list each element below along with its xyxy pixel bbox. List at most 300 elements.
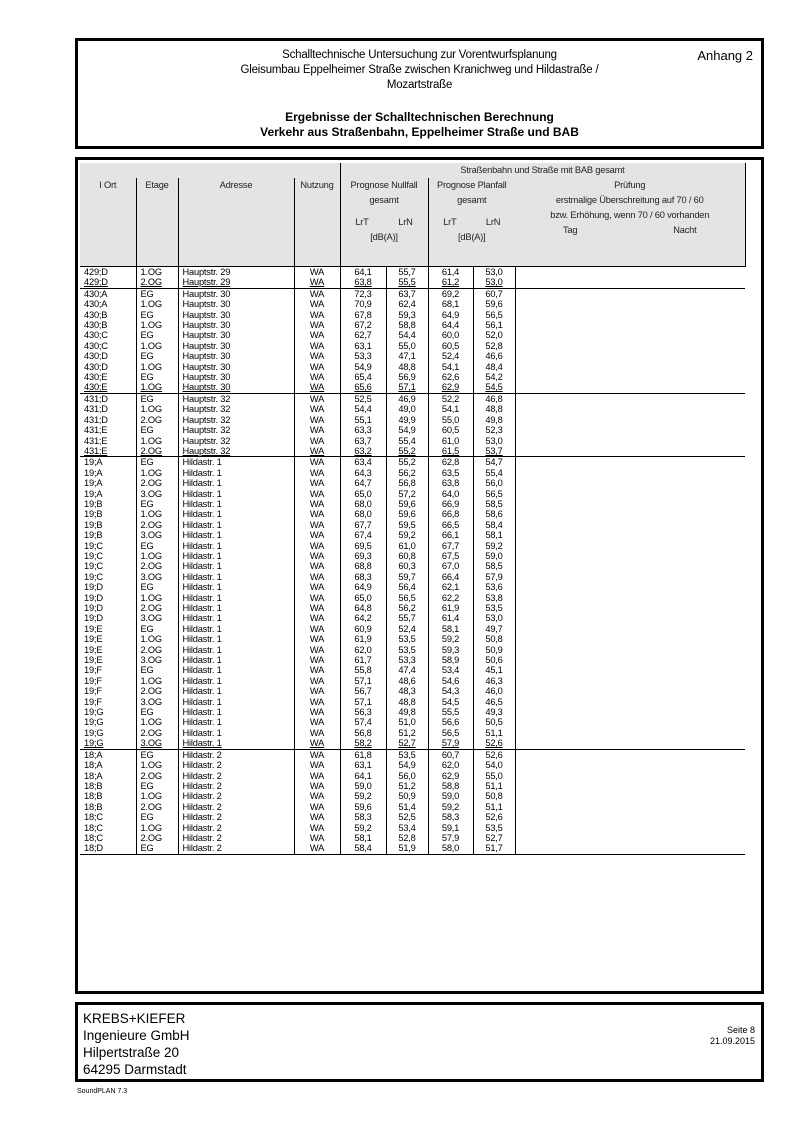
- cell-nutzung: WA: [294, 572, 340, 582]
- cell-plan-lrn: 58,4: [473, 520, 515, 530]
- cell-null-lrn: 56,9: [386, 372, 428, 382]
- cell-plan-lrt: 61,0: [428, 436, 473, 446]
- cell-null-lrt: 68,3: [340, 572, 386, 582]
- cell-null-lrn: 59,6: [386, 499, 428, 509]
- cell-null-lrn: 49,9: [386, 415, 428, 425]
- cell-plan-lrn: 52,7: [473, 833, 515, 843]
- cell-plan-lrt: 68,1: [428, 299, 473, 309]
- cell-plan-lrt: 66,1: [428, 530, 473, 540]
- cell-adresse: Hauptstr. 30: [178, 330, 294, 340]
- cell-nutzung: WA: [294, 404, 340, 414]
- cell-etage: EG: [136, 351, 178, 361]
- cell-null-lrt: 65,0: [340, 593, 386, 603]
- cell-etage: 3.OG: [136, 697, 178, 707]
- cell-nutzung: WA: [294, 299, 340, 309]
- cell-adresse: Hildastr. 1: [178, 655, 294, 665]
- company-address: [83, 1010, 190, 1078]
- cell-plan-lrt: 58,1: [428, 624, 473, 634]
- cell-plan-lrn: 59,0: [473, 551, 515, 561]
- cell-null-lrt: 56,8: [340, 728, 386, 738]
- cell-plan-lrt: 66,9: [428, 499, 473, 509]
- cell-nutzung: WA: [294, 624, 340, 634]
- cell-null-lrn: 51,0: [386, 717, 428, 727]
- cell-ort: 19;B: [84, 519, 103, 530]
- cell-pruefung: [515, 267, 745, 289]
- cell-adresse: Hauptstr. 30: [178, 310, 294, 320]
- cell-null-lrn: 50,9: [386, 791, 428, 801]
- cell-adresse: Hildastr. 1: [178, 613, 294, 623]
- cell-plan-lrn: 59,6: [473, 299, 515, 309]
- cell-adresse: Hauptstr. 32: [178, 446, 294, 457]
- cell-ort: 19;A: [84, 478, 103, 489]
- document-header: [75, 38, 764, 149]
- annex-label: Anhang 2: [697, 48, 753, 63]
- cell-adresse: Hildastr. 1: [178, 499, 294, 509]
- cell-null-lrn: 56,2: [386, 468, 428, 478]
- software-label: SoundPLAN 7.3: [77, 1088, 128, 1095]
- cell-null-lrn: 52,7: [386, 738, 428, 749]
- cell-plan-lrn: 52,8: [473, 341, 515, 351]
- cell-ort: 19;E: [84, 655, 103, 666]
- cell-plan-lrt: 61,5: [428, 446, 473, 457]
- cell-etage: 2.OG: [136, 520, 178, 530]
- cell-ort: 430;B: [84, 320, 108, 331]
- cell-adresse: Hildastr. 1: [178, 551, 294, 561]
- cell-etage: 1.OG: [136, 362, 178, 372]
- cell-adresse: Hildastr. 1: [178, 582, 294, 592]
- cell-nutzung: WA: [294, 582, 340, 592]
- col-planfall: Prognose Planfall gesamt LrT LrN [dB(A)]: [428, 178, 515, 267]
- title-line: Gleisumbau Eppelheimer Straße zwischen Kranichweg und Hildastraße /: [240, 64, 599, 76]
- cell-plan-lrn: 56,0: [473, 478, 515, 488]
- company-street: Hilpertstraße 20: [83, 1045, 180, 1060]
- cell-null-lrt: 56,3: [340, 707, 386, 717]
- cell-etage: 1.OG: [136, 299, 178, 309]
- cell-etage: EG: [136, 812, 178, 822]
- cell-nutzung: WA: [294, 717, 340, 727]
- cell-null-lrt: 65,6: [340, 382, 386, 393]
- cell-plan-lrn: 56,5: [473, 489, 515, 499]
- cell-ort: 19;E: [84, 644, 103, 655]
- cell-plan-lrn: 50,5: [473, 717, 515, 727]
- col-ort: I Ort: [80, 178, 136, 267]
- table-end: [80, 854, 745, 856]
- cell-null-lrn: 46,9: [386, 393, 428, 404]
- cell-adresse: Hildastr. 1: [178, 738, 294, 749]
- cell-plan-lrt: 62,1: [428, 582, 473, 592]
- cell-adresse: Hildastr. 1: [178, 717, 294, 727]
- cell-adresse: Hildastr. 2: [178, 749, 294, 760]
- cell-null-lrn: 51,4: [386, 802, 428, 812]
- cell-nutzung: WA: [294, 436, 340, 446]
- cell-ort: 18;A: [84, 770, 103, 781]
- cell-nutzung: WA: [294, 781, 340, 791]
- cell-plan-lrn: 60,7: [473, 288, 515, 299]
- cell-plan-lrn: 58,5: [473, 499, 515, 509]
- cell-null-lrn: 57,2: [386, 489, 428, 499]
- cell-nutzung: WA: [294, 351, 340, 361]
- cell-null-lrn: 56,2: [386, 603, 428, 613]
- cell-plan-lrt: 54,6: [428, 676, 473, 686]
- cell-null-lrn: 55,4: [386, 436, 428, 446]
- cell-null-lrt: 55,8: [340, 665, 386, 675]
- cell-null-lrn: 51,2: [386, 781, 428, 791]
- cell-null-lrt: 64,2: [340, 613, 386, 623]
- cell-adresse: Hildastr. 1: [178, 665, 294, 675]
- cell-adresse: Hauptstr. 32: [178, 415, 294, 425]
- cell-plan-lrt: 57,9: [428, 738, 473, 749]
- cell-null-lrn: 59,6: [386, 509, 428, 519]
- cell-plan-lrt: 62,6: [428, 372, 473, 382]
- cell-null-lrt: 64,1: [340, 771, 386, 781]
- cell-ort: 430;D: [84, 361, 108, 372]
- cell-null-lrt: 58,3: [340, 812, 386, 822]
- col-etage: Etage: [136, 178, 178, 267]
- cell-null-lrt: 65,4: [340, 372, 386, 382]
- cell-plan-lrn: 46,6: [473, 351, 515, 361]
- cell-etage: 2.OG: [136, 603, 178, 613]
- cell-etage: 2.OG: [136, 446, 178, 457]
- cell-ort: 18;D: [84, 843, 103, 854]
- cell-etage: EG: [136, 582, 178, 592]
- results-table-frame: [75, 157, 764, 994]
- cell-plan-lrn: 48,4: [473, 362, 515, 372]
- cell-ort: 431;E: [84, 445, 108, 456]
- cell-null-lrt: 68,0: [340, 509, 386, 519]
- cell-null-lrn: 56,8: [386, 478, 428, 488]
- cell-ort: 19;C: [84, 561, 103, 572]
- cell-etage: 1.OG: [136, 436, 178, 446]
- cell-ort: 19;F: [84, 665, 102, 676]
- report-title: [78, 48, 761, 93]
- cell-ort: 430;B: [84, 309, 108, 320]
- cell-plan-lrn: 49,7: [473, 624, 515, 634]
- cell-ort: 18;C: [84, 832, 103, 843]
- cell-ort: 19;A: [80, 457, 136, 468]
- cell-null-lrt: 62,7: [340, 330, 386, 340]
- results-table: [80, 163, 746, 856]
- cell-plan-lrn: 48,8: [473, 404, 515, 414]
- cell-adresse: Hildastr. 2: [178, 823, 294, 833]
- cell-null-lrt: 61,7: [340, 655, 386, 665]
- cell-etage: EG: [136, 288, 178, 299]
- cell-null-lrn: 48,8: [386, 697, 428, 707]
- cell-adresse: Hildastr. 2: [178, 791, 294, 801]
- cell-etage: EG: [136, 843, 178, 854]
- cell-etage: 1.OG: [136, 404, 178, 414]
- cell-etage: 2.OG: [136, 771, 178, 781]
- cell-etage: 1.OG: [136, 791, 178, 801]
- cell-nutzung: WA: [294, 665, 340, 675]
- cell-adresse: Hildastr. 1: [178, 572, 294, 582]
- cell-etage: 1.OG: [136, 676, 178, 686]
- cell-null-lrn: 53,4: [386, 823, 428, 833]
- cell-plan-lrt: 54,3: [428, 686, 473, 696]
- cell-ort: 19;G: [84, 717, 104, 728]
- cell-null-lrn: 52,4: [386, 624, 428, 634]
- cell-ort: 429;D: [80, 267, 136, 278]
- group-header: Straßenbahn und Straße mit BAB gesamt: [340, 163, 745, 178]
- cell-etage: EG: [136, 707, 178, 717]
- cell-nutzung: WA: [294, 843, 340, 854]
- cell-etage: 1.OG: [136, 468, 178, 478]
- cell-null-lrn: 52,5: [386, 812, 428, 822]
- cell-nutzung: WA: [294, 362, 340, 372]
- cell-plan-lrn: 53,0: [473, 277, 515, 288]
- cell-adresse: Hauptstr. 30: [178, 299, 294, 309]
- cell-etage: 1.OG: [136, 551, 178, 561]
- cell-ort: 19;C: [84, 540, 103, 551]
- cell-etage: 1.OG: [136, 320, 178, 330]
- cell-plan-lrt: 61,4: [428, 613, 473, 623]
- cell-nutzung: WA: [294, 277, 340, 288]
- cell-null-lrt: 59,2: [340, 823, 386, 833]
- cell-nutzung: WA: [294, 415, 340, 425]
- cell-nutzung: WA: [294, 393, 340, 404]
- cell-plan-lrt: 63,8: [428, 478, 473, 488]
- cell-plan-lrt: 59,2: [428, 802, 473, 812]
- cell-plan-lrt: 60,7: [428, 749, 473, 760]
- cell-null-lrt: 57,4: [340, 717, 386, 727]
- cell-plan-lrt: 59,1: [428, 823, 473, 833]
- cell-etage: 1.OG: [136, 341, 178, 351]
- cell-adresse: Hildastr. 1: [178, 728, 294, 738]
- cell-plan-lrt: 58,9: [428, 655, 473, 665]
- cell-null-lrt: 64,1: [340, 267, 386, 278]
- cell-plan-lrt: 64,4: [428, 320, 473, 330]
- table-row: [80, 457, 745, 468]
- cell-nutzung: WA: [294, 425, 340, 435]
- cell-null-lrn: 52,8: [386, 833, 428, 843]
- subtitle-line: Verkehr aus Straßenbahn, Eppelheimer Straße und BAB: [260, 125, 579, 139]
- cell-nutzung: WA: [294, 728, 340, 738]
- cell-ort: 430;C: [84, 340, 108, 351]
- cell-null-lrt: 58,1: [340, 833, 386, 843]
- cell-null-lrn: 61,0: [386, 541, 428, 551]
- cell-plan-lrn: 56,5: [473, 310, 515, 320]
- cell-ort: 19;F: [84, 696, 102, 707]
- cell-null-lrt: 61,8: [340, 749, 386, 760]
- subtitle-line: Ergebnisse der Schalltechnischen Berechnung: [285, 110, 554, 124]
- cell-null-lrt: 70,9: [340, 299, 386, 309]
- cell-plan-lrt: 61,4: [428, 267, 473, 278]
- cell-null-lrt: 54,4: [340, 404, 386, 414]
- cell-plan-lrt: 58,8: [428, 781, 473, 791]
- company-city: 64295 Darmstadt: [83, 1062, 187, 1077]
- cell-null-lrt: 68,8: [340, 561, 386, 571]
- cell-etage: 3.OG: [136, 655, 178, 665]
- cell-etage: EG: [136, 330, 178, 340]
- cell-null-lrn: 53,5: [386, 634, 428, 644]
- cell-plan-lrn: 53,5: [473, 603, 515, 613]
- cell-etage: EG: [136, 393, 178, 404]
- cell-plan-lrn: 49,3: [473, 707, 515, 717]
- cell-adresse: Hildastr. 2: [178, 833, 294, 843]
- cell-adresse: Hildastr. 1: [178, 478, 294, 488]
- cell-plan-lrn: 58,6: [473, 509, 515, 519]
- cell-adresse: Hauptstr. 30: [178, 362, 294, 372]
- cell-nutzung: WA: [294, 551, 340, 561]
- cell-nutzung: WA: [294, 288, 340, 299]
- cell-nutzung: WA: [294, 593, 340, 603]
- cell-ort: 19;D: [84, 582, 103, 593]
- page-number: Seite 8: [726, 1025, 755, 1035]
- cell-null-lrt: 59,6: [340, 802, 386, 812]
- cell-null-lrt: 52,5: [340, 393, 386, 404]
- cell-adresse: Hauptstr. 32: [178, 436, 294, 446]
- cell-plan-lrn: 55,4: [473, 468, 515, 478]
- cell-etage: 2.OG: [136, 645, 178, 655]
- cell-plan-lrt: 55,0: [428, 415, 473, 425]
- cell-nutzung: WA: [294, 310, 340, 320]
- cell-null-lrt: 63,8: [340, 277, 386, 288]
- cell-ort: 19;D: [84, 603, 103, 613]
- cell-plan-lrt: 60,5: [428, 341, 473, 351]
- cell-adresse: Hauptstr. 32: [178, 404, 294, 414]
- cell-nutzung: WA: [294, 499, 340, 509]
- cell-plan-lrt: 62,9: [428, 771, 473, 781]
- cell-pruefung: [515, 288, 745, 393]
- cell-null-lrt: 68,0: [340, 499, 386, 509]
- cell-etage: 1.OG: [136, 634, 178, 644]
- cell-etage: 2.OG: [136, 802, 178, 812]
- cell-null-lrt: 59,0: [340, 781, 386, 791]
- cell-null-lrn: 55,5: [386, 277, 428, 288]
- cell-ort: 19;G: [84, 738, 104, 749]
- col-pruefung: Prüfung erstmalige Überschreitung auf 70 / 60 bzw. Erhöhung, wenn 70 / 60 vorhanden Tag Nacht: [515, 178, 745, 267]
- cell-plan-lrn: 54,7: [473, 457, 515, 468]
- cell-null-lrn: 60,8: [386, 551, 428, 561]
- report-subtitle: [78, 110, 761, 140]
- cell-adresse: Hildastr. 1: [178, 593, 294, 603]
- cell-ort: 19;F: [84, 686, 102, 697]
- cell-ort: 19;A: [84, 467, 103, 478]
- cell-null-lrt: 63,2: [340, 446, 386, 457]
- cell-null-lrn: 55,2: [386, 457, 428, 468]
- cell-null-lrn: 47,1: [386, 351, 428, 361]
- company-name: KREBS+KIEFER: [83, 1011, 186, 1026]
- cell-nutzung: WA: [294, 457, 340, 468]
- cell-plan-lrt: 66,8: [428, 509, 473, 519]
- cell-nutzung: WA: [294, 541, 340, 551]
- cell-plan-lrt: 52,4: [428, 351, 473, 361]
- cell-plan-lrn: 53,5: [473, 823, 515, 833]
- cell-plan-lrn: 46,5: [473, 697, 515, 707]
- cell-etage: EG: [136, 310, 178, 320]
- cell-plan-lrn: 52,6: [473, 749, 515, 760]
- cell-nutzung: WA: [294, 330, 340, 340]
- cell-ort: 19;E: [84, 623, 103, 634]
- cell-nutzung: WA: [294, 489, 340, 499]
- col-nullfall: Prognose Nullfall gesamt LrT LrN [dB(A)]: [340, 178, 428, 267]
- cell-etage: 2.OG: [136, 561, 178, 571]
- cell-null-lrt: 65,0: [340, 489, 386, 499]
- cell-ort: 18;B: [84, 780, 103, 791]
- cell-nutzung: WA: [294, 603, 340, 613]
- cell-etage: 3.OG: [136, 489, 178, 499]
- cell-plan-lrt: 59,3: [428, 645, 473, 655]
- cell-plan-lrn: 51,1: [473, 802, 515, 812]
- cell-nutzung: WA: [294, 833, 340, 843]
- cell-adresse: Hildastr. 2: [178, 781, 294, 791]
- cell-plan-lrn: 52,6: [473, 738, 515, 749]
- cell-plan-lrn: 59,2: [473, 541, 515, 551]
- company-line: Ingenieure GmbH: [83, 1028, 190, 1043]
- cell-null-lrn: 55,2: [386, 446, 428, 457]
- cell-adresse: Hildastr. 1: [178, 697, 294, 707]
- cell-etage: EG: [136, 541, 178, 551]
- cell-adresse: Hildastr. 1: [178, 520, 294, 530]
- cell-null-lrt: 69,5: [340, 541, 386, 551]
- cell-plan-lrt: 61,2: [428, 277, 473, 288]
- cell-nutzung: WA: [294, 823, 340, 833]
- cell-nutzung: WA: [294, 791, 340, 801]
- cell-ort: 19;B: [84, 498, 103, 509]
- cell-null-lrn: 48,3: [386, 686, 428, 696]
- cell-plan-lrn: 58,5: [473, 561, 515, 571]
- cell-ort: 18;C: [84, 812, 103, 823]
- cell-plan-lrn: 54,2: [473, 372, 515, 382]
- cell-plan-lrt: 57,9: [428, 833, 473, 843]
- cell-plan-lrt: 62,2: [428, 593, 473, 603]
- cell-adresse: Hauptstr. 30: [178, 288, 294, 299]
- cell-ort: 431;D: [84, 414, 108, 425]
- cell-plan-lrt: 67,7: [428, 541, 473, 551]
- cell-plan-lrt: 60,0: [428, 330, 473, 340]
- cell-plan-lrn: 46,0: [473, 686, 515, 696]
- cell-plan-lrn: 53,0: [473, 613, 515, 623]
- cell-plan-lrn: 56,1: [473, 320, 515, 330]
- cell-ort: 19;F: [84, 675, 102, 686]
- cell-null-lrn: 59,5: [386, 520, 428, 530]
- cell-null-lrt: 61,9: [340, 634, 386, 644]
- cell-adresse: Hildastr. 2: [178, 771, 294, 781]
- cell-ort: 19;C: [84, 571, 103, 582]
- cell-etage: EG: [136, 425, 178, 435]
- cell-etage: 1.OG: [136, 760, 178, 770]
- cell-plan-lrt: 58,3: [428, 812, 473, 822]
- cell-adresse: Hauptstr. 30: [178, 382, 294, 393]
- cell-null-lrt: 57,1: [340, 676, 386, 686]
- cell-nutzung: WA: [294, 446, 340, 457]
- cell-etage: EG: [136, 372, 178, 382]
- cell-nutzung: WA: [294, 645, 340, 655]
- col-nutzung: Nutzung: [294, 178, 340, 267]
- cell-etage: 2.OG: [136, 277, 178, 288]
- cell-plan-lrn: 53,0: [473, 436, 515, 446]
- cell-plan-lrn: 54,0: [473, 760, 515, 770]
- cell-adresse: Hauptstr. 32: [178, 425, 294, 435]
- cell-plan-lrn: 50,8: [473, 791, 515, 801]
- cell-etage: EG: [136, 781, 178, 791]
- cell-plan-lrt: 52,2: [428, 393, 473, 404]
- cell-null-lrn: 54,4: [386, 330, 428, 340]
- cell-plan-lrt: 56,6: [428, 717, 473, 727]
- cell-null-lrt: 56,7: [340, 686, 386, 696]
- cell-null-lrn: 55,7: [386, 267, 428, 278]
- cell-etage: EG: [136, 665, 178, 675]
- cell-plan-lrt: 60,5: [428, 425, 473, 435]
- cell-plan-lrt: 54,1: [428, 404, 473, 414]
- cell-etage: 1.OG: [136, 267, 178, 278]
- cell-adresse: Hauptstr. 32: [178, 393, 294, 404]
- cell-nutzung: WA: [294, 802, 340, 812]
- cell-nutzung: WA: [294, 676, 340, 686]
- cell-null-lrn: 48,8: [386, 362, 428, 372]
- cell-null-lrt: 58,2: [340, 738, 386, 749]
- cell-plan-lrn: 50,6: [473, 655, 515, 665]
- cell-adresse: Hildastr. 2: [178, 802, 294, 812]
